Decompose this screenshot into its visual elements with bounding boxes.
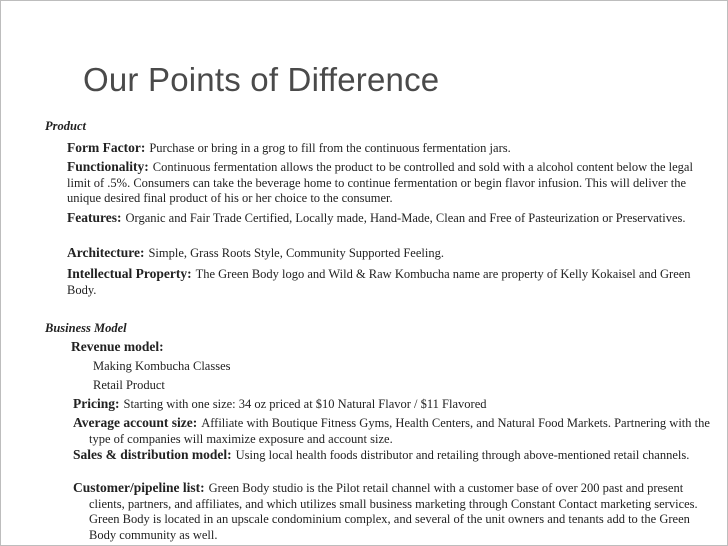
- pricing-label: Pricing:: [73, 396, 120, 411]
- form-factor-label: Form Factor:: [67, 140, 146, 155]
- features-label: Features:: [67, 210, 122, 225]
- form-factor-item: [67, 140, 707, 157]
- functionality-item: [67, 159, 707, 207]
- architecture-item: [67, 245, 707, 262]
- intellectual-property-label: Intellectual Property:: [67, 266, 192, 281]
- form-factor-text: Purchase or bring in a grog to fill from the continuous fermentation jars.: [149, 141, 511, 155]
- architecture-label: Architecture:: [67, 245, 145, 260]
- customer-pipeline-label: Customer/pipeline list:: [73, 480, 205, 495]
- slide-title: Our Points of Difference: [83, 61, 440, 98]
- intellectual-property-text: The Green Body logo and Wild & Raw Kombucha name are property of Kelly Kokaisel and Green Body.: [67, 267, 691, 297]
- sales-distribution-label: Sales & distribution model:: [73, 447, 232, 462]
- business-model-heading: Business Model: [45, 321, 127, 335]
- customer-pipeline-text: Green Body studio is the Pilot retail channel with a customer base of over 200 past and present clients, partners, and affiliates, and which utilizes small business marketing through Constant Contact marketing services. Green Body is located in an upscale condominium complex, and several of the unit owners and tenants add to the Green Body community as well.: [89, 481, 698, 542]
- features-item: [67, 210, 707, 227]
- intellectual-property-item: [67, 266, 707, 298]
- revenue-model-label: Revenue model:: [71, 339, 164, 354]
- pricing-item: [73, 396, 703, 413]
- functionality-label: Functionality:: [67, 159, 149, 174]
- revenue-model-item: [71, 339, 168, 356]
- functionality-text: Continuous fermentation allows the product to be controlled and sold with a alcohol content below the legal limit of .5%. Consumers can take the beverage home to continue fermentation or begin flavor infusion. This will deliver the unique desired final product of his or her choice to the consumer.: [67, 160, 693, 205]
- sales-distribution-item: [73, 447, 719, 464]
- architecture-text: Simple, Grass Roots Style, Community Supported Feeling.: [148, 246, 444, 260]
- average-account-label: Average account size:: [73, 415, 198, 430]
- pricing-text: Starting with one size: 34 oz priced at $10 Natural Flavor / $11 Flavored: [123, 397, 487, 411]
- revenue-item-retail: Retail Product: [93, 378, 165, 392]
- sales-distribution-text: Using local health foods distributor and retailing through above-mentioned retail channels.: [235, 448, 690, 462]
- average-account-text: Affiliate with Boutique Fitness Gyms, Health Centers, and Natural Food Markets. Partnering with the type of companies will maximize exposure and account size.: [89, 416, 710, 446]
- customer-pipeline-item: [73, 480, 719, 543]
- product-heading: Product: [45, 119, 86, 133]
- features-text: Organic and Fair Trade Certified, Locally made, Hand-Made, Clean and Free of Pasteurization or Preservatives.: [125, 211, 686, 225]
- average-account-item: [73, 415, 719, 447]
- revenue-item-classes: Making Kombucha Classes: [93, 359, 231, 373]
